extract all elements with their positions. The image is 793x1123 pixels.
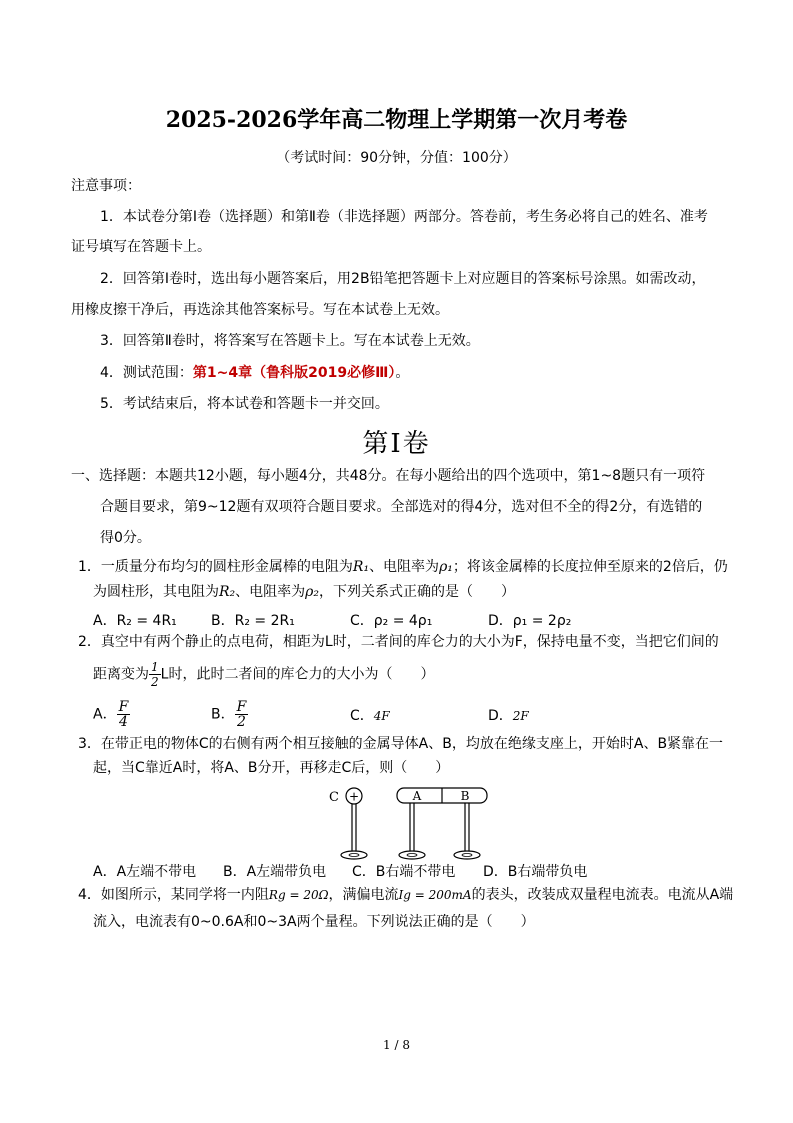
q2-option-b-label: B．	[211, 706, 235, 723]
q2-option-c-value: 4F	[373, 709, 390, 723]
q3-line1: 3．在带正电的物体C的右侧有两个相互接触的金属导体A、B，均放在绝缘支座上，开始时A、B紧靠在一	[78, 736, 724, 752]
note-5: 5．考试结束后，将本试卷和答题卡一并交回。	[100, 396, 389, 412]
test-scope: 第1~4章（鲁科版2019必修Ⅲ）	[192, 365, 396, 381]
q2-text-a: 距离变为	[93, 666, 149, 683]
q1-text-e: 、电阻率为	[235, 584, 306, 600]
q4-rg: Rg = 20Ω	[268, 888, 329, 902]
q1-text-f: ，下列关系式正确的是（ ）	[319, 584, 515, 600]
b-base-inner	[462, 854, 472, 857]
q1-r1: R₁	[352, 559, 370, 575]
q3-figure	[320, 780, 500, 865]
q1-text-a: 1．一质量分布均匀的圆柱形金属棒的电阻为	[78, 559, 353, 575]
fig-plus-sign: +	[348, 789, 360, 804]
q4-text-c: 的表头，改装成双量程电流表。电流从A端	[471, 887, 734, 903]
note-4-prefix: 4．测试范围：	[100, 365, 193, 381]
q3-option-d[interactable]: D．B右端带负电	[483, 864, 588, 880]
q3-option-a[interactable]: A．A左端不带电	[93, 864, 197, 880]
a-base-inner	[407, 854, 417, 857]
q3-option-b[interactable]: B．A左端带负电	[223, 864, 327, 880]
q1-p1: ρ₁	[439, 559, 453, 575]
q2-option-c[interactable]	[350, 705, 390, 725]
q2-option-d-value: 2F	[512, 709, 529, 723]
c-base-inner	[349, 854, 359, 857]
q1-p2: ρ₂	[305, 584, 319, 600]
q2-option-a-label: A．	[93, 706, 117, 723]
q2-frac-num: 1	[151, 660, 159, 674]
q2-option-b-num: F	[236, 699, 247, 715]
q1-text-b: 、电阻率为	[369, 559, 440, 575]
note-2b: 用橡皮擦干净后，再选涂其他答案标号。写在本试卷上无效。	[71, 302, 449, 318]
q2-option-b[interactable]	[211, 700, 248, 729]
q1-text-c: ；将该金属棒的长度拉伸至原来的2倍后，仍	[452, 559, 728, 575]
q2-option-a-frac	[117, 700, 131, 729]
note-4-suffix: 。	[395, 365, 410, 381]
q2-option-b-den: 2	[237, 714, 246, 730]
section1-line2: 合题目要求，第9~12题有双项符合题目要求。全部选对的得4分，选对但不全的得2分，有选错的	[100, 499, 703, 515]
q4-text-a: 4．如图所示，某同学将一内阻	[78, 887, 269, 903]
exam-info: （考试时间：90分钟，分值：100分）	[276, 150, 517, 166]
q2-option-c-label: C．	[350, 708, 374, 724]
q2-option-a-den: 4	[118, 714, 128, 730]
page-number: 1 / 8	[383, 1038, 410, 1052]
q3-option-c[interactable]: C．B右端不带电	[352, 864, 456, 880]
q4-line2: 流入，电流表有0~0.6A和0~3A两个量程。下列说法正确的是（ ）	[93, 914, 535, 930]
note-1a: 1．本试卷分第Ⅰ卷（选择题）和第Ⅱ卷（非选择题）两部分。答卷前，考生务必将自己的姓名、准考	[100, 209, 708, 225]
notes-heading: 注意事项：	[71, 178, 141, 194]
q2-option-d-label: D．	[488, 708, 513, 724]
q1-option-a[interactable]: A．R₂ = 4R₁	[93, 613, 177, 629]
q2-option-b-frac	[235, 700, 249, 729]
fig-b-label: B	[460, 789, 470, 803]
q2-option-d[interactable]	[488, 705, 529, 725]
q4-ig: Ig = 200mA	[398, 888, 472, 902]
q1-option-d[interactable]: D．ρ₁ = 2ρ₂	[488, 613, 572, 629]
q1-option-c[interactable]: C．ρ₂ = 4ρ₁	[350, 613, 433, 629]
page-title: 2025-2026学年高二物理上学期第一次月考卷	[165, 107, 628, 133]
section1-line3: 得0分。	[100, 530, 151, 546]
fig-a-label: A	[412, 789, 422, 803]
q2-frac-den: 2	[151, 675, 159, 689]
note-1b: 证号填写在答题卡上。	[71, 239, 211, 255]
q1-option-b[interactable]: B．R₂ = 2R₁	[211, 613, 295, 629]
volume-title: 第Ⅰ卷	[362, 429, 431, 459]
q2-option-a[interactable]	[93, 700, 130, 729]
section1-line1: 一、选择题：本题共12小题，每小题4分，共48分。在每小题给出的四个选项中，第1~8题只有一项符	[71, 468, 706, 484]
q2-fraction	[149, 660, 161, 689]
q2-option-a-num: F	[118, 699, 129, 715]
q1-line2	[93, 583, 515, 601]
q2-line1: 2．真空中有两个静止的点电荷，相距为L时，二者间的库仑力的大小为F，保持电量不变，当把它们间的	[78, 634, 719, 650]
note-2a: 2．回答第Ⅰ卷时，选出每小题答案后，用2B铅笔把答题卡上对应题目的答案标号涂黑。如需改动，	[100, 271, 706, 287]
q1-text-d: 为圆柱形，其电阻为	[93, 584, 219, 600]
q3-line2: 起，当C靠近A时，将A、B分开，再移走C后，则（ ）	[93, 760, 450, 776]
q2-text-b: L时，此时二者间的库仑力的大小为（ ）	[160, 666, 435, 683]
q4-text-b: ，满偏电流	[328, 887, 399, 903]
q1-line1	[78, 558, 728, 576]
q2-line2	[93, 660, 434, 689]
q1-r2: R₂	[219, 584, 236, 600]
note-4	[100, 364, 409, 382]
fig-c-label: C	[329, 790, 339, 805]
note-3: 3．回答第Ⅱ卷时，将答案写在答题卡上。写在本试卷上无效。	[100, 333, 480, 349]
q4-line1	[78, 886, 733, 904]
